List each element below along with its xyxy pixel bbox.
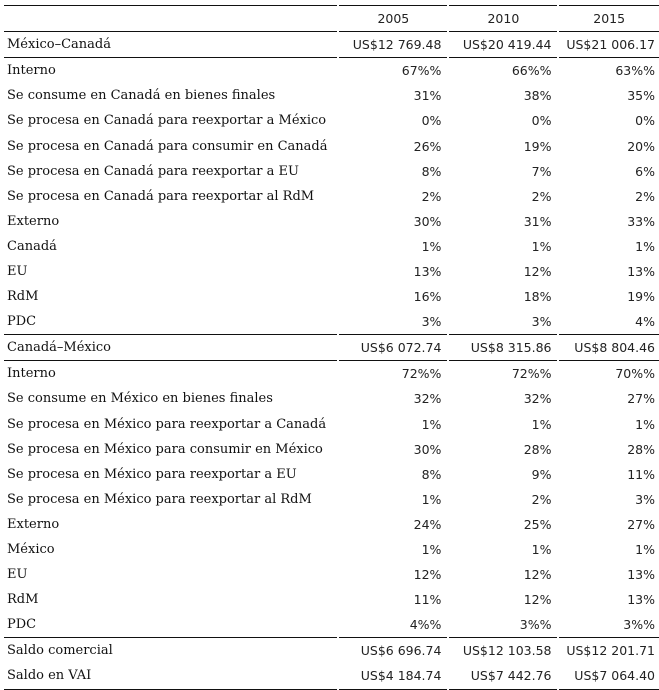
value-cell: 19% [627, 289, 655, 305]
row-label: Se procesa en Canadá para reexportar a EU [7, 163, 299, 179]
value-cell: 26% [413, 138, 442, 154]
value-cell: 9% [531, 466, 552, 482]
value-cell: US$7 442.76 [449, 663, 557, 689]
value-cell: US$20 419.44 [449, 32, 557, 58]
value-cell: 32% [523, 391, 552, 407]
value-cell: 1% [421, 491, 442, 507]
value-cell: US$8 315.86 [449, 334, 557, 361]
value-cell: 1% [421, 238, 442, 254]
value-cell: 38% [523, 88, 552, 104]
table-row [4, 133, 659, 158]
row-label: Interno [7, 366, 56, 382]
value-cell: 32% [413, 391, 442, 407]
value-cell: 28% [627, 441, 655, 457]
table-row [4, 462, 659, 487]
value-cell: 33% [627, 213, 655, 229]
section-title: México–Canadá [4, 32, 337, 58]
value-cell: 11% [627, 466, 655, 482]
value-cell: 1% [531, 542, 552, 558]
value-cell: 2% [531, 188, 552, 204]
table-row [4, 108, 659, 133]
row-label: Se procesa en Canadá para reexportar a México [7, 113, 327, 129]
table-row [4, 259, 659, 284]
value-cell: 4% [635, 314, 655, 330]
value-cell: 13% [627, 567, 655, 583]
table-row [4, 587, 659, 612]
table-row [4, 209, 659, 234]
table-row [4, 83, 659, 108]
row-label: Interno [7, 63, 56, 79]
value-cell: 30% [413, 441, 442, 457]
value-cell: 2015 [559, 5, 659, 32]
value-cell: 12% [523, 567, 552, 583]
value-cell: 1% [531, 416, 552, 432]
value-cell: 27% [627, 391, 655, 407]
value-cell: 24% [413, 516, 442, 532]
value-cell: 67%% [401, 63, 442, 79]
footer-row [4, 663, 659, 689]
row-label: Externo [7, 516, 60, 532]
row-label: Se procesa en Canadá para reexportar al RdM [7, 188, 315, 204]
value-cell: US$6 072.74 [339, 334, 447, 361]
trade-value-added-table [4, 5, 659, 690]
value-cell: 2010 [449, 5, 557, 32]
table-row [4, 234, 659, 259]
row-label: Se procesa en México para reexportar a EU [7, 466, 297, 482]
section-total-row [4, 32, 659, 58]
value-cell: 4%% [409, 617, 442, 633]
value-cell: 70%% [615, 366, 655, 382]
table-row [4, 512, 659, 537]
row-label: PDC [7, 314, 37, 330]
row-label: Se procesa en Canadá para consumir en Canadá [7, 138, 328, 154]
value-cell: 63%% [615, 63, 655, 79]
value-cell: 28% [523, 441, 552, 457]
value-cell: 19% [523, 138, 552, 154]
value-cell: US$21 006.17 [559, 32, 659, 58]
row-label: Se consume en México en bienes finales [7, 391, 273, 407]
table-row [4, 386, 659, 411]
value-cell: US$8 804.46 [559, 334, 659, 361]
value-cell: 3%% [623, 617, 655, 633]
value-cell: US$4 184.74 [339, 663, 447, 689]
table-row [4, 437, 659, 462]
value-cell: 3% [421, 314, 442, 330]
value-cell: 1% [421, 416, 442, 432]
table-row [4, 284, 659, 309]
value-cell: 16% [413, 289, 442, 305]
row-label: Canadá [7, 238, 57, 254]
value-cell: US$6 696.74 [339, 637, 447, 663]
row-label: EU [7, 567, 28, 583]
value-cell: 13% [413, 263, 442, 279]
value-cell: 31% [523, 213, 552, 229]
footer-label: Saldo comercial [4, 637, 337, 663]
value-cell: 1% [635, 416, 655, 432]
value-cell: 8% [421, 466, 442, 482]
value-cell: 7% [531, 163, 552, 179]
value-cell: 66%% [511, 63, 552, 79]
value-cell: US$7 064.40 [559, 663, 659, 689]
value-cell: 3% [531, 314, 552, 330]
row-label: Se procesa en México para reexportar al RdM [7, 491, 312, 507]
value-cell: 0% [635, 113, 655, 129]
value-cell: 12% [413, 567, 442, 583]
value-cell: US$12 103.58 [449, 637, 557, 663]
footer-row [4, 637, 659, 663]
value-cell: US$12 201.71 [559, 637, 659, 663]
value-cell: 13% [627, 592, 655, 608]
value-cell: 20% [627, 138, 655, 154]
table-row [4, 184, 659, 209]
value-cell: 12% [523, 592, 552, 608]
value-cell: 13% [627, 263, 655, 279]
table-row [4, 58, 659, 83]
value-cell: 6% [635, 163, 655, 179]
value-cell: 8% [421, 163, 442, 179]
value-cell: 3% [635, 491, 655, 507]
header-row [4, 5, 659, 32]
value-cell: US$12 769.48 [339, 32, 447, 58]
value-cell: 31% [413, 88, 442, 104]
value-cell: 0% [421, 113, 442, 129]
value-cell: 35% [627, 88, 655, 104]
table-row [4, 537, 659, 562]
value-cell: 3%% [519, 617, 552, 633]
value-cell: 2005 [339, 5, 447, 32]
footer-label: Saldo en VAI [4, 663, 337, 689]
table-row [4, 412, 659, 437]
table-row [4, 309, 659, 334]
row-label: RdM [7, 289, 39, 305]
header-label [4, 5, 337, 32]
value-cell: 2% [421, 188, 442, 204]
table-row [4, 562, 659, 587]
value-cell: 1% [421, 542, 442, 558]
section-total-row [4, 334, 659, 361]
value-cell: 2% [635, 188, 655, 204]
table-row [4, 612, 659, 637]
value-cell: 2% [531, 491, 552, 507]
section-title: Canadá–México [4, 334, 337, 361]
table-row [4, 361, 659, 386]
value-cell: 25% [523, 516, 552, 532]
row-label: PDC [7, 617, 37, 633]
row-label: Se procesa en México para reexportar a Canadá [7, 416, 327, 432]
value-cell: 0% [531, 113, 552, 129]
value-cell: 1% [531, 238, 552, 254]
value-cell: 72%% [401, 366, 442, 382]
value-cell: 27% [627, 516, 655, 532]
row-label: RdM [7, 592, 39, 608]
table-row [4, 159, 659, 184]
value-cell: 72%% [511, 366, 552, 382]
value-cell: 1% [635, 542, 655, 558]
table-row [4, 487, 659, 512]
row-label: Externo [7, 213, 60, 229]
value-cell: 30% [413, 213, 442, 229]
row-label: Se procesa en México para consumir en México [7, 441, 323, 457]
value-cell: 1% [635, 238, 655, 254]
value-cell: 12% [523, 263, 552, 279]
value-cell: 11% [413, 592, 442, 608]
row-label: México [7, 542, 55, 558]
value-cell: 18% [523, 289, 552, 305]
row-label: EU [7, 263, 28, 279]
row-label: Se consume en Canadá en bienes finales [7, 88, 276, 104]
